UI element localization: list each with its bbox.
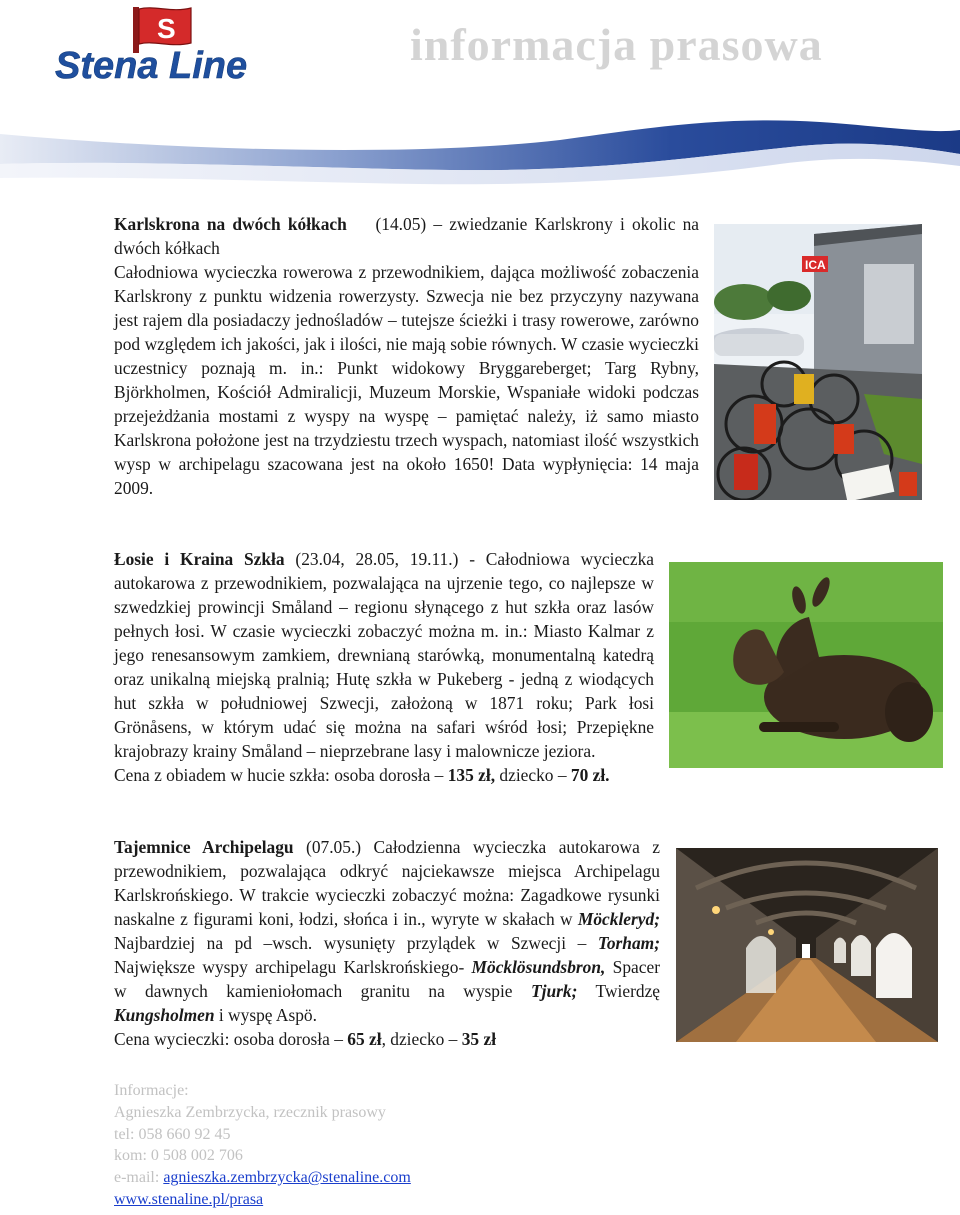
section-3-body-part: Największe wyspy archipelagu Karlskrońskiego- [114,957,472,977]
section-moose-glass [114,547,654,787]
price-child: 35 zł [461,1029,497,1049]
section-3-body-part: Całodzienna wycieczka autokarowa z przewodnikiem, pozwalająca odkryć najciekawsze miejsca Archipelagu Karlskrońskiego. W trakcie wycieczki zobaczyć można: Zagadkowe rysunki naskalne z figurami koni, łodzi, słońca i in., wyryte w skałach w [114,837,660,929]
price-adult: 135 zł, [447,765,496,785]
section-2-body: - Całodniowa wycieczka autokarowa z przewodnikiem, pozwalająca na ujrzenie tego, co najlepsze w szwedzkiej prowincji Småland – regionu słynącego z hut szkła oraz lasów pełnych łosi. W czasie wycieczki zobaczyć można m. in.: Miasto Kalmar z jego renesansowym zamkiem, drewnianą starówką, monumentalną katedrą oraz unikalną miejską pralnią; Hutę szkła w Pukeberg - jedną z wiodących hut szkła w południowej Szwecji, założoną w 1871 roku; Park łosi Grönåsens, w którym udać się można na safari wśród łosi; Przepiękne krajobrazy krainy Småland – nieprzebrane lasy i malownicze jeziora. [114,549,655,761]
moose-photo [669,562,943,768]
section-3-title: Tajemnice Archipelagu [114,837,294,857]
place-name: Tjurk; [531,981,578,1001]
section-3-price [114,1027,660,1051]
contact-website-line [114,1189,614,1211]
section-3-body-part: Spacer w dawnych kamieniołomach granitu na wyspie [114,957,660,1001]
bicycles-photo [714,224,922,500]
section-1-body: Całodniowa wycieczka rowerowa z przewodnikiem, dająca możliwość zobaczenia Karlskrony z punktu widzenia rowerzysty. Szwecja nie bez przyczyny nazywana jest rajem dla posiadaczy jednośladów – tutejsze ścieżki i trasy rowerowe, zarówno pod względem ich jakości, jak i ilości, nie mają sobie równych. W czasie wycieczki uczestnicy poznają m. in.: Punkt widokowy Bryggareberget; Targ Rybny, Björkholmen, Kościół Admiralicji, Muzeum Morskie, Wspaniałe widoki podczas przejeżdżania mostami z wyspy na wyspę – pamiętać należy, iż samo miasto Karlskrona położone jest na trzydziestu trzech wyspach, natomiast ilość wszystkich wysp w archipelagu szacowana jest na około 1650! Data wypłynięcia: 14 maja 2009. [114,262,699,498]
section-1-intro: (14.05) – zwiedzanie Karlskrony i okolic na dwóch kółkach [114,214,700,258]
section-2-paragraph [114,547,654,763]
contact-phone: tel: 058 660 92 45 [114,1125,231,1143]
contact-label: Informacje: [114,1082,189,1099]
price-label: Cena wycieczki: osoba dorosła – [114,1029,348,1049]
section-3-dates: (07.05.) [306,837,362,857]
section-bike-tour [114,212,699,500]
section-2-dates: (23.04, 28.05, 19.11.) [295,549,459,569]
price-separator: dziecko – [495,765,571,785]
place-name: Kungsholmen [114,1005,215,1025]
section-archipelago [114,835,660,1051]
section-3-body-part: Najbardziej na pd –wsch. wysunięty przylądek w Szwecji – [114,933,598,953]
logo-flag-letter: S [157,13,176,44]
price-separator: , dziecko – [381,1029,462,1049]
contact-name: Agnieszka Zembrzycka, rzecznik prasowy [114,1103,386,1121]
fortress-tunnel-photo [676,848,938,1042]
page-title: informacja prasowa [410,19,823,70]
header-wave-decoration [0,112,960,192]
section-3-paragraph [114,835,660,1027]
section-2-price [114,763,654,787]
ica-sign-text: ICA [805,258,826,272]
section-2-title: Łosie i Kraina Szkła [114,549,285,569]
contact-mobile: kom: 0 508 002 706 [114,1147,243,1165]
place-name: Möckleryd; [577,909,660,929]
contact-email-line [114,1167,614,1189]
section-3-body-part: Twierdzę [577,981,661,1001]
section-3-body-part: i wyspę Aspö. [214,1005,317,1025]
place-name: Torham; [597,933,660,953]
press-contact [114,1080,614,1211]
price-adult: 65 zł [347,1029,382,1049]
price-label: Cena z obiadem w hucie szkła: osoba dorosła – [114,765,448,785]
price-child: 70 zł. [570,765,610,785]
email-link[interactable]: agnieszka.zembrzycka@stenaline.com [163,1169,411,1187]
website-link[interactable]: www.stenaline.pl/prasa [114,1190,264,1208]
section-1-title: Karlskrona na dwóch kółkach [114,214,347,234]
place-name: Möcklösundsbron, [471,957,606,977]
section-1-heading-line [114,212,699,260]
stena-line-logo [55,5,285,85]
email-prefix: e-mail: [114,1169,164,1187]
logo-wordmark: Stena Line [55,45,248,85]
